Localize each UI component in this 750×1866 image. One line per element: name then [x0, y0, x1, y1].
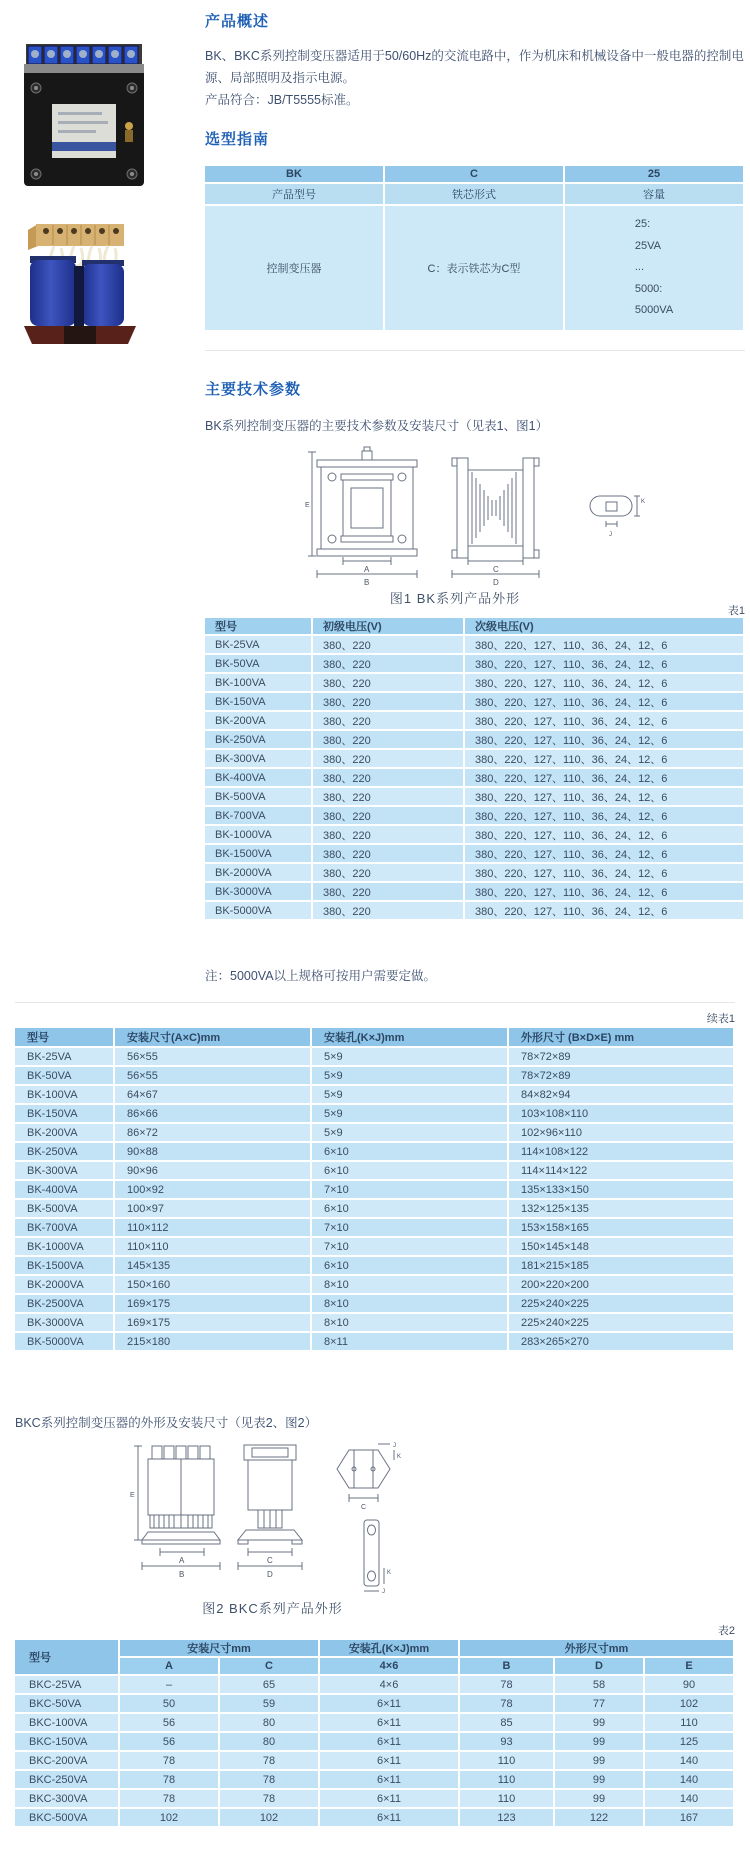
dim-label-k: K: [397, 1454, 402, 1460]
figure1-caption: 图1 BK系列产品外形: [389, 591, 521, 606]
table-cell: 6×10: [312, 1200, 509, 1219]
dim-label-j: J: [382, 1589, 385, 1595]
fig1-side-view: [452, 458, 539, 586]
table-cell: 122: [555, 1809, 645, 1828]
table-cell: 78: [120, 1771, 220, 1790]
table1-row: [205, 636, 745, 655]
table-cell: 90×88: [115, 1143, 312, 1162]
table-cell: 6×11: [320, 1714, 460, 1733]
table-cell: 65: [220, 1676, 320, 1695]
selection-heading: 选型指南: [205, 131, 270, 148]
table1-header-cell: 型号: [205, 618, 313, 636]
cont-table-row: [15, 1124, 735, 1143]
table-cell: 99: [555, 1752, 645, 1771]
table2: [15, 1640, 735, 1828]
dim-label-e: E: [305, 502, 310, 509]
table-cell: 380、220、127、110、36、24、12、6: [465, 731, 745, 750]
table-cell: 78×72×89: [509, 1067, 735, 1086]
table-cell: 380、220、127、110、36、24、12、6: [465, 788, 745, 807]
capacity-line: 5000VA: [634, 304, 674, 317]
table-cell: 80: [220, 1714, 320, 1733]
coil-right: [82, 264, 124, 326]
table-cell: 100×97: [115, 1200, 312, 1219]
table-cell: 150×145×148: [509, 1238, 735, 1257]
table-cell: 110: [645, 1714, 735, 1733]
dim-label-c: C: [493, 565, 499, 574]
cont-table-row: [15, 1314, 735, 1333]
table-cell: 380、220: [313, 636, 465, 655]
table-cell: 380、220: [313, 655, 465, 674]
cont-table-row: [15, 1181, 735, 1200]
table-cell: 84×82×94: [509, 1086, 735, 1105]
table-cell: 产品型号: [205, 184, 385, 206]
cont-table-row: [15, 1276, 735, 1295]
cont-table: [15, 1028, 735, 1352]
table-cell: 140: [645, 1790, 735, 1809]
table-cell: BK-300VA: [15, 1162, 115, 1181]
table2-subheader-cell: C: [220, 1658, 320, 1676]
table-cell: 380、220: [313, 750, 465, 769]
table-cell: 110×112: [115, 1219, 312, 1238]
table-cell: 153×158×165: [509, 1219, 735, 1238]
table-cell: 6×11: [320, 1752, 460, 1771]
dim-label-j: J: [609, 532, 612, 538]
table-cell: 135×133×150: [509, 1181, 735, 1200]
table-cell: BK-2500VA: [15, 1295, 115, 1314]
table1-row: [205, 807, 745, 826]
table-cell: BK-150VA: [15, 1105, 115, 1124]
table-cell: 铁芯形式: [385, 184, 565, 206]
table-cell: 58: [555, 1676, 645, 1695]
table-cell: 6×11: [320, 1733, 460, 1752]
table-cell: 8×10: [312, 1276, 509, 1295]
table-cell: 380、220、127、110、36、24、12、6: [465, 636, 745, 655]
table-note: 注：5000VA以上规格可按用户需要定做。: [205, 969, 437, 983]
table-cell: BK-3000VA: [205, 883, 313, 902]
table-cell: 380、220: [313, 902, 465, 921]
table-cell: 93: [460, 1733, 555, 1752]
table-cell: 56×55: [115, 1067, 312, 1086]
table-cell: BK-500VA: [205, 788, 313, 807]
table-cell: 380、220、127、110、36、24、12、6: [465, 674, 745, 693]
table-cell: 114×114×122: [509, 1162, 735, 1181]
table-cell: 132×125×135: [509, 1200, 735, 1219]
cont-table-row: [15, 1162, 735, 1181]
table-cell: 8×11: [312, 1333, 509, 1352]
table2-label: 表2: [717, 1625, 735, 1637]
divider-line: [15, 1002, 735, 1003]
table-cell: BK-3000VA: [15, 1314, 115, 1333]
table-cell: BK-250VA: [15, 1143, 115, 1162]
table-cell: BK-500VA: [15, 1200, 115, 1219]
table-cell: 145×135: [115, 1257, 312, 1276]
table-cell: 78×72×89: [509, 1048, 735, 1067]
standard-paragraph: 产品符合：JB/T5555标准。: [205, 93, 359, 107]
table-cell: 123: [460, 1809, 555, 1828]
table2-header-cell: 安装孔(K×J)mm: [320, 1640, 460, 1658]
table-cell: BK-1500VA: [15, 1257, 115, 1276]
overview-heading: 产品概述: [205, 13, 270, 30]
table-cell: 6×11: [320, 1771, 460, 1790]
capacity-lines: [635, 214, 673, 321]
figure2-caption: 图2 BKC系列产品外形: [202, 1601, 343, 1616]
table-cell: 102: [220, 1809, 320, 1828]
cont-table-label: 续表1: [706, 1013, 735, 1025]
fig2-front-view: [130, 1446, 220, 1579]
cont-header-cell: 安装孔(K×J)mm: [312, 1028, 509, 1048]
table-cell: 99: [555, 1790, 645, 1809]
table-cell: BKC-150VA: [15, 1733, 120, 1752]
table-cell: BK-250VA: [205, 731, 313, 750]
dim-label-e: E: [130, 1492, 135, 1499]
table-cell: 200×220×200: [509, 1276, 735, 1295]
table1-header-cell: 次级电压(V): [465, 618, 745, 636]
table2-row: [15, 1695, 735, 1714]
table-cell: 380、220、127、110、36、24、12、6: [465, 769, 745, 788]
table-cell: 380、220: [313, 769, 465, 788]
table-cell: BK-5000VA: [15, 1333, 115, 1352]
dim-label-k: K: [387, 1570, 392, 1576]
table-cell: 110: [460, 1752, 555, 1771]
table-cell: 77: [555, 1695, 645, 1714]
table-cell: 容量: [565, 184, 745, 206]
table1-row: [205, 788, 745, 807]
table-cell: BK-200VA: [205, 712, 313, 731]
table-cell: 100×92: [115, 1181, 312, 1200]
dim-label-j: J: [393, 1443, 396, 1449]
table-cell: BK-1000VA: [15, 1238, 115, 1257]
table-cell: BKC-100VA: [15, 1714, 120, 1733]
fig1-mounting-hole-detail: [590, 496, 645, 538]
cont-table-row: [15, 1295, 735, 1314]
table-cell: 225×240×225: [509, 1314, 735, 1333]
selection-body-row: [205, 206, 745, 332]
table-cell: 86×66: [115, 1105, 312, 1124]
table-cell: 50: [120, 1695, 220, 1714]
table-cell: 380、220: [313, 864, 465, 883]
selection-header-row: [205, 166, 745, 184]
capacity-line: ...: [634, 261, 644, 274]
table-cell: 78: [220, 1790, 320, 1809]
selection-table: [205, 166, 745, 332]
table-cell: 85: [460, 1714, 555, 1733]
bk-intro-text: BK系列控制变压器的主要技术参数及安装尺寸（见表1、图1）: [205, 419, 549, 433]
table-cell: –: [120, 1676, 220, 1695]
table-cell: 215×180: [115, 1333, 312, 1352]
table-cell: 380、220: [313, 807, 465, 826]
divider-line: [205, 350, 745, 351]
table-cell: BKC-25VA: [15, 1676, 120, 1695]
table2-subheader-row: [15, 1658, 735, 1676]
dim-label-d: D: [267, 1570, 273, 1579]
table1-header-cell: 初级电压(V): [313, 618, 465, 636]
table2-row: [15, 1676, 735, 1695]
table-cell: 380、220、127、110、36、24、12、6: [465, 845, 745, 864]
dim-label-a: A: [179, 1556, 185, 1565]
table-cell: 90: [645, 1676, 735, 1695]
table-cell: 56×55: [115, 1048, 312, 1067]
cont-table-row: [15, 1067, 735, 1086]
table1-header-row: [205, 618, 745, 636]
table-cell: 控制变压器: [205, 206, 385, 332]
selection-subheader-row: [205, 184, 745, 206]
fig2-clamp-detail: [337, 1443, 401, 1511]
table-cell: [565, 206, 745, 332]
table-cell: BKC-50VA: [15, 1695, 120, 1714]
overview-paragraph: BK、BKC系列控制变压器适用于50/60Hz的交流电路中，作为机床和机械设备中一般电器的控制电源、局部照明及指示电源。: [205, 49, 744, 85]
table1-row: [205, 750, 745, 769]
table-cell: 380、220、127、110、36、24、12、6: [465, 902, 745, 921]
cont-table-row: [15, 1238, 735, 1257]
table-cell: 380、220、127、110、36、24、12、6: [465, 826, 745, 845]
table-cell: 380、220、127、110、36、24、12、6: [465, 712, 745, 731]
parameters-heading: 主要技术参数: [205, 381, 302, 398]
table-cell: 59: [220, 1695, 320, 1714]
cont-table-row: [15, 1257, 735, 1276]
table-cell: 102×96×110: [509, 1124, 735, 1143]
table-cell: BK-5000VA: [205, 902, 313, 921]
table2-header-cell: 外形尺寸mm: [460, 1640, 735, 1658]
table-cell: BK-200VA: [15, 1124, 115, 1143]
table-cell: BK-700VA: [205, 807, 313, 826]
table-cell: 380、220: [313, 712, 465, 731]
table2-row: [15, 1771, 735, 1790]
dim-label-a: A: [364, 565, 370, 574]
table-cell: BK-300VA: [205, 750, 313, 769]
table1-row: [205, 864, 745, 883]
cont-table-row: [15, 1333, 735, 1352]
cont-table-row: [15, 1105, 735, 1124]
table-cell: 380、220: [313, 845, 465, 864]
table-cell: 4×6: [320, 1676, 460, 1695]
table-cell: 78: [220, 1771, 320, 1790]
table2-row: [15, 1714, 735, 1733]
table-cell: BK-400VA: [205, 769, 313, 788]
cont-header-cell: 外形尺寸 (B×D×E) mm: [509, 1028, 735, 1048]
fig1-front-view: [305, 447, 417, 586]
table-cell: 380、220: [313, 826, 465, 845]
cont-table-row: [15, 1200, 735, 1219]
table-cell: BK-400VA: [15, 1181, 115, 1200]
table-cell: 6×11: [320, 1809, 460, 1828]
figure1-drawing: [305, 444, 650, 586]
table-cell: 56: [120, 1733, 220, 1752]
table-cell: 380、220、127、110、36、24、12、6: [465, 693, 745, 712]
cont-table-row: [15, 1143, 735, 1162]
table1-label: 表1: [727, 605, 745, 617]
table-cell: 114×108×122: [509, 1143, 735, 1162]
table2-row: [15, 1790, 735, 1809]
table-cell: 140: [645, 1752, 735, 1771]
table-cell: 8×10: [312, 1314, 509, 1333]
table-cell: 80: [220, 1733, 320, 1752]
table-cell: 140: [645, 1771, 735, 1790]
cont-header-cell: 安装尺寸(A×C)mm: [115, 1028, 312, 1048]
cont-table-header-row: [15, 1028, 735, 1048]
table-cell: 380、220、127、110、36、24、12、6: [465, 655, 745, 674]
bkc-intro-text: BKC系列控制变压器的外形及安装尺寸（见表2、图2）: [15, 1416, 318, 1430]
table-cell: 169×175: [115, 1314, 312, 1333]
nameplate-label: [52, 104, 116, 158]
table-cell: BK-2000VA: [15, 1276, 115, 1295]
table-cell: 99: [555, 1714, 645, 1733]
table-cell: 181×215×185: [509, 1257, 735, 1276]
table-cell: 7×10: [312, 1219, 509, 1238]
table-cell: BKC-500VA: [15, 1809, 120, 1828]
table-cell: 380、220: [313, 731, 465, 750]
table1-row: [205, 845, 745, 864]
table-cell: BK-50VA: [15, 1067, 115, 1086]
table-cell: 380、220、127、110、36、24、12、6: [465, 807, 745, 826]
table-cell: 5×9: [312, 1067, 509, 1086]
table-cell: 5×9: [312, 1048, 509, 1067]
table-cell: 78: [460, 1676, 555, 1695]
table-cell: 64×67: [115, 1086, 312, 1105]
table2-subheader-cell: 4×6: [320, 1658, 460, 1676]
capacity-line: 5000:: [634, 282, 663, 295]
table2-row: [15, 1809, 735, 1828]
table2-row: [15, 1733, 735, 1752]
table1-row: [205, 883, 745, 902]
dim-label-b: B: [364, 578, 370, 586]
table2-subheader-cell: E: [645, 1658, 735, 1676]
table1-row: [205, 712, 745, 731]
table-cell: 380、220: [313, 674, 465, 693]
dim-label-c: C: [361, 1504, 367, 1511]
table-cell: 102: [120, 1809, 220, 1828]
table-cell: 6×10: [312, 1257, 509, 1276]
table-cell: BK-25VA: [15, 1048, 115, 1067]
selection-header-cell: BK: [205, 166, 385, 184]
table-cell: 7×10: [312, 1181, 509, 1200]
table-cell: 6×10: [312, 1143, 509, 1162]
table1-row: [205, 693, 745, 712]
table-cell: 86×72: [115, 1124, 312, 1143]
table1: [205, 618, 745, 921]
table-cell: C：表示铁芯为C型: [385, 206, 565, 332]
table-cell: 6×11: [320, 1695, 460, 1714]
terminal-strip: [36, 224, 124, 246]
table-cell: BK-1500VA: [205, 845, 313, 864]
side-screw: [125, 122, 133, 130]
table-cell: BK-1000VA: [205, 826, 313, 845]
table-cell: 380、220: [313, 883, 465, 902]
table-cell: BK-100VA: [15, 1086, 115, 1105]
table-cell: 380、220、127、110、36、24、12、6: [465, 750, 745, 769]
table1-row: [205, 674, 745, 693]
table-cell: 110: [460, 1790, 555, 1809]
figure2-drawing: [130, 1440, 425, 1595]
coil-left: [30, 260, 76, 326]
table-cell: 110: [460, 1771, 555, 1790]
cont-header-cell: 型号: [15, 1028, 115, 1048]
table2-subheader-cell: B: [460, 1658, 555, 1676]
table2-header-cell: 型号: [15, 1640, 120, 1676]
table-cell: 90×96: [115, 1162, 312, 1181]
table-cell: 5×9: [312, 1124, 509, 1143]
table2-group-header-row: [15, 1640, 735, 1658]
table-cell: 283×265×270: [509, 1333, 735, 1352]
cont-table-row: [15, 1048, 735, 1067]
terminal-blocks: [28, 46, 138, 64]
table1-row: [205, 655, 745, 674]
table-cell: 169×175: [115, 1295, 312, 1314]
table-cell: 380、220: [313, 788, 465, 807]
fig2-side-view: [238, 1445, 302, 1579]
bkc-product-photo: [24, 222, 136, 346]
table-cell: BK-100VA: [205, 674, 313, 693]
table-cell: 78: [220, 1752, 320, 1771]
dim-label-d: D: [493, 578, 499, 586]
selection-header-cell: 25: [565, 166, 745, 184]
dim-label-b: B: [179, 1570, 185, 1579]
cont-table-row: [15, 1219, 735, 1238]
table1-row: [205, 731, 745, 750]
table-cell: 6×10: [312, 1162, 509, 1181]
table-cell: 102: [645, 1695, 735, 1714]
table-cell: 103×108×110: [509, 1105, 735, 1124]
table-cell: 225×240×225: [509, 1295, 735, 1314]
table-cell: 380、220: [313, 693, 465, 712]
table-cell: BK-25VA: [205, 636, 313, 655]
fig2-bracket-detail: [364, 1520, 391, 1595]
selection-header-cell: C: [385, 166, 565, 184]
table-cell: 78: [460, 1695, 555, 1714]
table1-row: [205, 902, 745, 921]
table1-row: [205, 769, 745, 788]
table-cell: BKC-250VA: [15, 1771, 120, 1790]
table-cell: 8×10: [312, 1295, 509, 1314]
table-cell: BK-50VA: [205, 655, 313, 674]
table-cell: 6×11: [320, 1790, 460, 1809]
table-cell: 99: [555, 1771, 645, 1790]
table2-subheader-cell: A: [120, 1658, 220, 1676]
bk-product-photo: [18, 44, 150, 192]
table-cell: 5×9: [312, 1105, 509, 1124]
table-cell: BKC-200VA: [15, 1752, 120, 1771]
table-cell: 150×160: [115, 1276, 312, 1295]
table-cell: BK-700VA: [15, 1219, 115, 1238]
table-cell: 78: [120, 1752, 220, 1771]
table-cell: 56: [120, 1714, 220, 1733]
table-cell: 125: [645, 1733, 735, 1752]
table2-row: [15, 1752, 735, 1771]
table2-header-cell: 安装尺寸mm: [120, 1640, 320, 1658]
table1-row: [205, 826, 745, 845]
table2-subheader-cell: D: [555, 1658, 645, 1676]
table-cell: 380、220、127、110、36、24、12、6: [465, 864, 745, 883]
cont-table-row: [15, 1086, 735, 1105]
table-cell: BK-150VA: [205, 693, 313, 712]
table-cell: 380、220、127、110、36、24、12、6: [465, 883, 745, 902]
capacity-line: 25VA: [634, 239, 661, 252]
table-cell: 110×110: [115, 1238, 312, 1257]
dim-label-c: C: [267, 1556, 273, 1565]
table-cell: 99: [555, 1733, 645, 1752]
table-cell: 78: [120, 1790, 220, 1809]
table-cell: 5×9: [312, 1086, 509, 1105]
table-cell: 7×10: [312, 1238, 509, 1257]
table-cell: 167: [645, 1809, 735, 1828]
table-cell: BKC-300VA: [15, 1790, 120, 1809]
dim-label-k: K: [641, 499, 646, 505]
table-cell: BK-2000VA: [205, 864, 313, 883]
capacity-line: 25:: [634, 218, 651, 231]
